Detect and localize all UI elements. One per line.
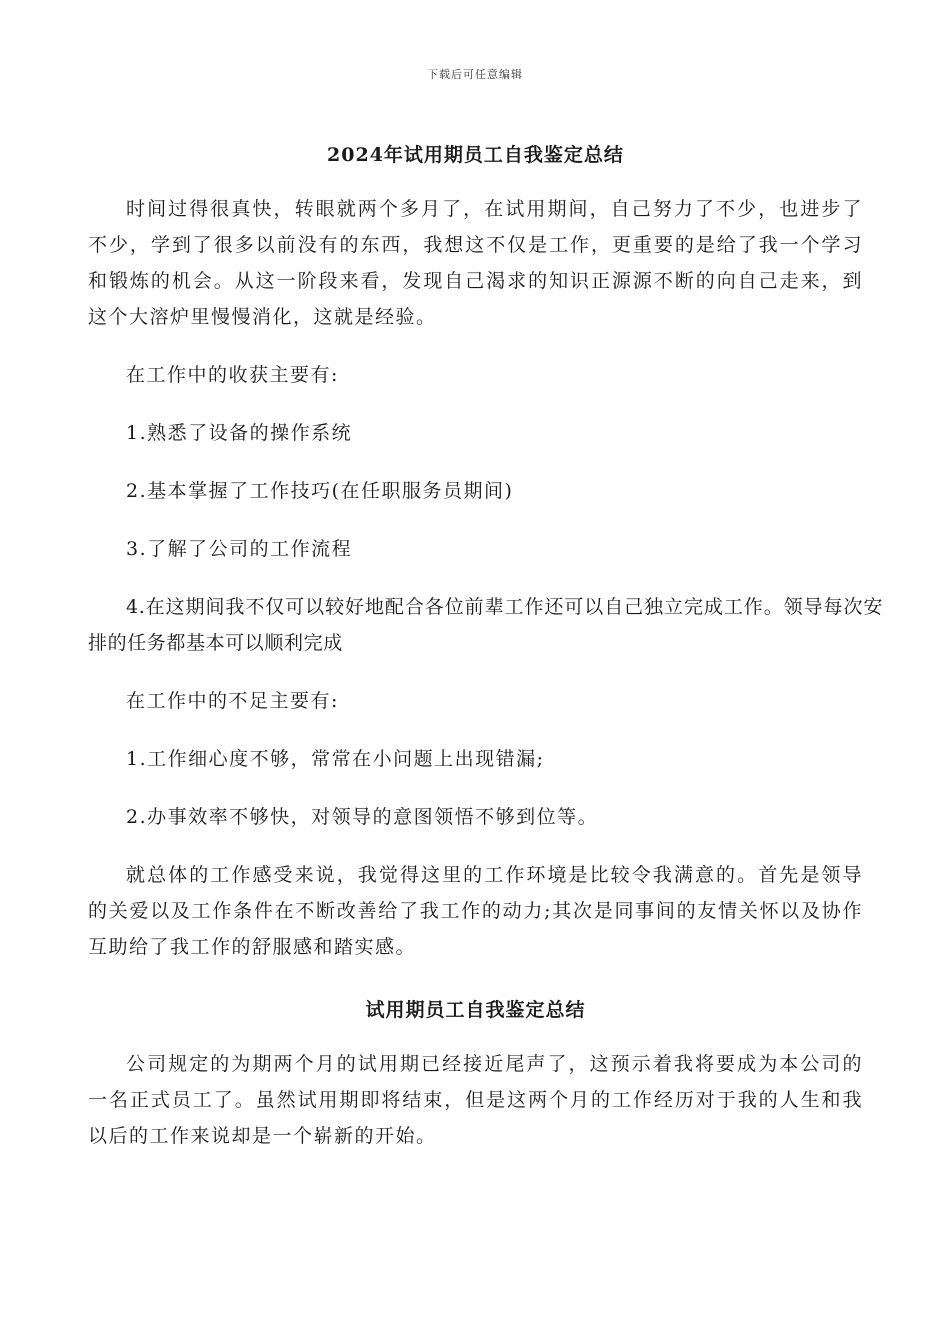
gain-item-3: 3.了解了公司的工作流程 [126, 538, 353, 560]
section2-intro-paragraph: 公司规定的为期两个月的试用期已经接近尾声了，这预示着我将要成为本公司的一名正式员工了。虽然试用期即将结束，但是这两个月的工作经历对于我的人生和我以后的工作来说却是一个崭新的开始。 [88, 1053, 863, 1147]
shortcoming-item-1: 1.工作细心度不够，常常在小问题上出现错漏; [126, 748, 545, 770]
intro-paragraph: 时间过得很真快，转眼就两个多月了，在试用期间，自己努力了不少，也进步了不少，学到了很多以前没有的东西，我想这不仅是工作，更重要的是给了我一个学习和锻炼的机会。从这一阶段来看，发现自己渴求的知识正源源不断的向自己走来，到这个大溶炉里慢慢消化，这就是经验。 [88, 198, 863, 328]
shortcoming-item-2: 2.办事效率不够快，对领导的意图领悟不够到位等。 [126, 806, 599, 828]
section-title: 试用期员工自我鉴定总结 [365, 999, 586, 1021]
gain-item-1: 1.熟悉了设备的操作系统 [126, 422, 353, 444]
gain-item-2: 2.基本掌握了工作技巧(在任职服务员期间) [126, 480, 514, 502]
document-title: 2024年试用期员工自我鉴定总结 [327, 144, 624, 166]
document-body [88, 140, 883, 1176]
summary-paragraph: 就总体的工作感受来说，我觉得这里的工作环境是比较令我满意的。首先是领导的关爱以及工作条件在不断改善给了我工作的动力;其次是同事间的友情关怀以及协作互助给了我工作的舒服感和踏实感。 [88, 864, 863, 958]
gains-heading: 在工作中的收获主要有: [126, 364, 339, 386]
header-note: 下载后可任意编辑 [427, 68, 523, 81]
gain-item-4: 4.在这期间我不仅可以较好地配合各位前辈工作还可以自己独立完成工作。领导每次安排的任务都基本可以顺利完成 [88, 596, 883, 654]
shortcomings-heading: 在工作中的不足主要有: [126, 690, 339, 712]
